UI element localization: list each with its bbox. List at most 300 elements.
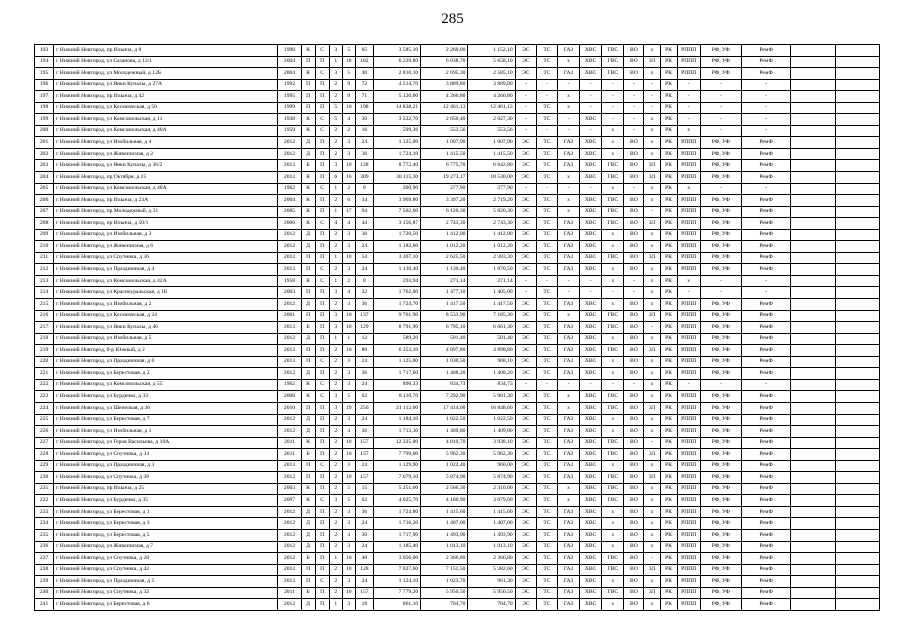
cell-utility-heat: ТС bbox=[536, 322, 557, 334]
cell-material: П bbox=[315, 206, 329, 218]
cell-floors: 3 bbox=[342, 241, 355, 253]
table-row bbox=[35, 576, 880, 588]
cell-apartments: 65 bbox=[355, 45, 373, 57]
cell-utility-chute: х bbox=[644, 599, 660, 611]
cell-utility-hot-water: ГВС bbox=[602, 391, 624, 403]
cell-floors: 10 bbox=[342, 437, 355, 449]
cell-fund-type: РФ, УФ bbox=[700, 587, 741, 599]
cell-living-area: 2 743,30 bbox=[421, 218, 468, 230]
cell-utility-gas: ГАЗ bbox=[557, 437, 579, 449]
cell-row-number: 201 bbox=[35, 137, 54, 149]
cell-floors: 10 bbox=[342, 322, 355, 334]
cell-cat: К bbox=[301, 172, 315, 184]
cell-cat: К bbox=[301, 206, 315, 218]
cell-fund-type: РФ, УФ bbox=[700, 252, 741, 264]
cell-roof-type: РК bbox=[660, 183, 677, 195]
table-row bbox=[35, 391, 880, 403]
cell-apartments: 128 bbox=[355, 160, 373, 172]
cell-utility-gas: ГАЗ bbox=[557, 564, 579, 576]
cell-entrances: 2 bbox=[329, 148, 342, 160]
cell-entrances: 1 bbox=[329, 206, 342, 218]
cell-year: 2012 bbox=[278, 472, 301, 484]
cell-utility-cold-water: ХВС bbox=[580, 576, 602, 588]
cell-utility-hot-water: х bbox=[602, 229, 624, 241]
cell-fund-type: РФ, УФ bbox=[700, 148, 741, 160]
cell-living-area: 1 415,60 bbox=[421, 506, 468, 518]
cell-blank-2 bbox=[835, 564, 879, 576]
cell-residential-area: 1 012,20 bbox=[468, 241, 515, 253]
cell-fund-type: РФ, УФ bbox=[700, 576, 741, 588]
cell-cat: К bbox=[301, 379, 315, 391]
cell-blank-1 bbox=[791, 68, 835, 80]
cell-cat: Д bbox=[301, 599, 315, 611]
cell-living-area: 3 889,80 bbox=[421, 79, 468, 91]
cell-utility-cold-water: ХВС bbox=[580, 241, 602, 253]
table-row bbox=[35, 587, 880, 599]
cell-cat: К bbox=[301, 495, 315, 507]
cell-utility-heat: ТС bbox=[536, 287, 557, 299]
cell-year: 2013 bbox=[278, 264, 301, 276]
cell-utility-sewage: ВО bbox=[624, 414, 644, 426]
cell-blank-2 bbox=[835, 264, 879, 276]
cell-floors: 3 bbox=[342, 379, 355, 391]
cell-material: С bbox=[315, 183, 329, 195]
cell-utility-hot-water: - bbox=[602, 91, 624, 103]
cell-address: г Нижний Новгород, ул Спутника, д 42 bbox=[54, 564, 278, 576]
cell-utility-hot-water: ГВС bbox=[602, 160, 624, 172]
cell-repair-fund: РемФ bbox=[742, 599, 791, 611]
cell-material: П bbox=[315, 437, 329, 449]
cell-utility-cold-water: ХВС bbox=[580, 229, 602, 241]
cell-material: П bbox=[315, 172, 329, 184]
cell-blank-2 bbox=[835, 114, 879, 126]
table-row bbox=[35, 125, 880, 137]
cell-utility-chute: х bbox=[644, 183, 660, 195]
cell-utility-sewage: ВО bbox=[624, 553, 644, 565]
cell-utility-sewage: ВО bbox=[624, 576, 644, 588]
cell-material: П bbox=[315, 472, 329, 484]
cell-blank-1 bbox=[791, 472, 835, 484]
cell-material: С bbox=[315, 576, 329, 588]
cell-blank-2 bbox=[835, 45, 879, 57]
cell-blank-1 bbox=[791, 460, 835, 472]
cell-blank-1 bbox=[791, 287, 835, 299]
cell-utility-electric: ЭС bbox=[515, 252, 536, 264]
cell-utility-electric: - bbox=[515, 114, 536, 126]
cell-blank-1 bbox=[791, 333, 835, 345]
table-row bbox=[35, 137, 880, 149]
cell-total-area: 1 130,40 bbox=[373, 264, 420, 276]
cell-roof-type: РК bbox=[660, 587, 677, 599]
cell-fund-type: РФ, УФ bbox=[700, 564, 741, 576]
cell-utility-hot-water: х bbox=[602, 426, 624, 438]
table-row bbox=[35, 599, 880, 611]
cell-apartments: 24 bbox=[355, 518, 373, 530]
cell-fund-type: РФ, УФ bbox=[700, 414, 741, 426]
cell-cat: Д bbox=[301, 148, 315, 160]
cell-utility-hot-water: ГВС bbox=[602, 587, 624, 599]
cell-utility-cold-water: ХВС bbox=[580, 529, 602, 541]
cell-utility-sewage: ВО bbox=[624, 437, 644, 449]
cell-utility-heat: ТС bbox=[536, 102, 557, 114]
cell-blank-2 bbox=[835, 460, 879, 472]
cell-material: С bbox=[315, 495, 329, 507]
cell-residential-area: 6 642,80 bbox=[468, 160, 515, 172]
cell-floors: 3 bbox=[342, 518, 355, 530]
cell-total-area: 1 124,10 bbox=[373, 576, 420, 588]
cell-utility-heat: ТС bbox=[536, 206, 557, 218]
cell-entrances: 1 bbox=[329, 183, 342, 195]
cell-utility-cold-water: ХВС bbox=[580, 518, 602, 530]
cell-apartments: 182 bbox=[355, 56, 373, 68]
cell-material: С bbox=[315, 218, 329, 230]
cell-residential-area: 1 409,80 bbox=[468, 426, 515, 438]
cell-utility-hot-water: ГВС bbox=[602, 322, 624, 334]
cell-address: г Нижний Новгород, ул Красноуральская, д 1Б bbox=[54, 287, 278, 299]
cell-material: П bbox=[315, 91, 329, 103]
cell-total-area: 9 761,90 bbox=[373, 310, 420, 322]
cell-material: П bbox=[315, 287, 329, 299]
cell-utility-gas: ГАЗ bbox=[557, 356, 579, 368]
cell-roof-type: РК bbox=[660, 91, 677, 103]
cell-utility-sewage: ВО bbox=[624, 518, 644, 530]
cell-residential-area: 5 962,30 bbox=[468, 449, 515, 461]
cell-utility-chute: - bbox=[644, 553, 660, 565]
cell-utility-sewage: - bbox=[624, 183, 644, 195]
cell-entrances: 2 bbox=[329, 379, 342, 391]
cell-repair-type: РППП bbox=[677, 564, 700, 576]
cell-material: П bbox=[315, 310, 329, 322]
cell-blank-1 bbox=[791, 483, 835, 495]
cell-row-number: 219 bbox=[35, 345, 54, 357]
cell-utility-chute: х bbox=[644, 506, 660, 518]
cell-utility-gas: - bbox=[557, 275, 579, 287]
cell-utility-hot-water: х bbox=[602, 264, 624, 276]
cell-total-area: 3 969,80 bbox=[373, 195, 420, 207]
table-row bbox=[35, 206, 880, 218]
cell-utility-electric: ЭС bbox=[515, 437, 536, 449]
cell-living-area: 277,90 bbox=[421, 183, 468, 195]
cell-utility-heat: ТС bbox=[536, 195, 557, 207]
cell-address: г Нижний Новгород, ул Спутника, д 34 bbox=[54, 449, 278, 461]
cell-utility-electric: ЭС bbox=[515, 506, 536, 518]
cell-utility-heat: - bbox=[536, 91, 557, 103]
cell-residential-area: 704,70 bbox=[468, 599, 515, 611]
cell-material: П bbox=[315, 541, 329, 553]
cell-material: П bbox=[315, 102, 329, 114]
cell-utility-electric: ЭС bbox=[515, 241, 536, 253]
cell-apartments: 24 bbox=[355, 541, 373, 553]
cell-total-area: 3 367,10 bbox=[373, 252, 420, 264]
cell-utility-sewage: ВО bbox=[624, 172, 644, 184]
cell-utility-cold-water: ХВС bbox=[580, 599, 602, 611]
cell-repair-fund: РемФ bbox=[742, 206, 791, 218]
cell-blank-2 bbox=[835, 333, 879, 345]
cell-living-area: 1 412,00 bbox=[421, 229, 468, 241]
cell-utility-hot-water: ГВС bbox=[602, 218, 624, 230]
cell-year: 2012 bbox=[278, 506, 301, 518]
cell-row-number: 222 bbox=[35, 379, 54, 391]
cell-cat: Д bbox=[301, 241, 315, 253]
cell-repair-fund: - bbox=[742, 125, 791, 137]
cell-living-area: 4 266,80 bbox=[421, 91, 468, 103]
cell-year: 2013 bbox=[278, 460, 301, 472]
cell-residential-area: 3 079,60 bbox=[468, 495, 515, 507]
cell-roof-type: РК bbox=[660, 449, 677, 461]
cell-utility-hot-water: х bbox=[602, 125, 624, 137]
cell-roof-type: РК bbox=[660, 414, 677, 426]
cell-year: 2012 bbox=[278, 252, 301, 264]
cell-utility-sewage: ВО bbox=[624, 426, 644, 438]
cell-year: 2012 bbox=[278, 172, 301, 184]
cell-utility-electric: ЭС bbox=[515, 541, 536, 553]
cell-utility-heat: ТС bbox=[536, 426, 557, 438]
cell-living-area: 12 461,13 bbox=[421, 102, 468, 114]
cell-fund-type: РФ, УФ bbox=[700, 310, 741, 322]
cell-utility-chute: ЗЛ bbox=[644, 449, 660, 461]
table-row bbox=[35, 402, 880, 414]
cell-roof-type: РК bbox=[660, 379, 677, 391]
cell-floors: 10 bbox=[342, 160, 355, 172]
cell-row-number: 206 bbox=[35, 195, 54, 207]
cell-utility-cold-water: ХВС bbox=[580, 114, 602, 126]
cell-roof-type: РК bbox=[660, 483, 677, 495]
cell-utility-gas: х bbox=[557, 102, 579, 114]
cell-cat: П bbox=[301, 287, 315, 299]
cell-utility-cold-water: - bbox=[580, 79, 602, 91]
cell-repair-type: РППП bbox=[677, 68, 700, 80]
cell-cat: Б bbox=[301, 449, 315, 461]
cell-living-area: 5 874,90 bbox=[421, 472, 468, 484]
cell-roof-type: РК bbox=[660, 56, 677, 68]
cell-address: г Нижний Новгород, ул Героя Васильева, д 10А bbox=[54, 437, 278, 449]
cell-repair-type: РППП bbox=[677, 437, 700, 449]
cell-entrances: 3 bbox=[329, 322, 342, 334]
cell-floors: 3 bbox=[342, 460, 355, 472]
cell-blank-2 bbox=[835, 529, 879, 541]
cell-apartments: 16 bbox=[355, 125, 373, 137]
cell-blank-1 bbox=[791, 576, 835, 588]
cell-roof-type: РК bbox=[660, 402, 677, 414]
cell-roof-type: РК bbox=[660, 241, 677, 253]
cell-floors: 3 bbox=[342, 576, 355, 588]
cell-apartments: 36 bbox=[355, 148, 373, 160]
table-row bbox=[35, 287, 880, 299]
cell-entrances: 2 bbox=[329, 437, 342, 449]
cell-row-number: 226 bbox=[35, 426, 54, 438]
cell-utility-hot-water: ГВС bbox=[602, 345, 624, 357]
cell-fund-type: РФ, УФ bbox=[700, 391, 741, 403]
cell-repair-fund: РемФ bbox=[742, 148, 791, 160]
cell-utility-hot-water: х bbox=[602, 576, 624, 588]
cell-utility-sewage: ВО bbox=[624, 599, 644, 611]
cell-total-area: 8 791,90 bbox=[373, 322, 420, 334]
cell-utility-heat: ТС bbox=[536, 229, 557, 241]
cell-utility-heat: ТС bbox=[536, 553, 557, 565]
cell-year: 2012 bbox=[278, 229, 301, 241]
cell-entrances: 2 bbox=[329, 345, 342, 357]
cell-roof-type: РК bbox=[660, 391, 677, 403]
cell-repair-fund: - bbox=[742, 183, 791, 195]
cell-utility-heat: ТС bbox=[536, 518, 557, 530]
cell-cat: Д bbox=[301, 426, 315, 438]
cell-material: П bbox=[315, 587, 329, 599]
cell-material: П bbox=[315, 402, 329, 414]
cell-address: г Нижний Новгород, ул Берестовая, д 6 bbox=[54, 599, 278, 611]
cell-floors: 17 bbox=[342, 206, 355, 218]
cell-entrances: 5 bbox=[329, 102, 342, 114]
cell-apartments: 157 bbox=[355, 437, 373, 449]
cell-year: 2012 bbox=[278, 299, 301, 311]
cell-utility-hot-water: ГВС bbox=[602, 437, 624, 449]
cell-blank-1 bbox=[791, 195, 835, 207]
cell-utility-sewage: ВО bbox=[624, 472, 644, 484]
cell-blank-1 bbox=[791, 241, 835, 253]
cell-residential-area: 2 719,20 bbox=[468, 195, 515, 207]
cell-utility-cold-water: ХВС bbox=[580, 449, 602, 461]
cell-fund-type: РФ, УФ bbox=[700, 553, 741, 565]
cell-utility-sewage: ВО bbox=[624, 264, 644, 276]
cell-repair-type: РППП bbox=[677, 195, 700, 207]
cell-utility-gas: х bbox=[557, 310, 579, 322]
cell-utility-cold-water: ХВС bbox=[580, 137, 602, 149]
table-row bbox=[35, 368, 880, 380]
cell-utility-gas: ГАЗ bbox=[557, 541, 579, 553]
cell-utility-heat: ТС bbox=[536, 218, 557, 230]
cell-fund-type: РФ, УФ bbox=[700, 426, 741, 438]
cell-year: 2010 bbox=[278, 402, 301, 414]
cell-utility-hot-water: ГВС bbox=[602, 172, 624, 184]
cell-apartments: 94 bbox=[355, 206, 373, 218]
cell-repair-fund: - bbox=[742, 114, 791, 126]
cell-total-area: 8 772,40 bbox=[373, 160, 420, 172]
cell-utility-sewage: - bbox=[624, 79, 644, 91]
cell-material: П bbox=[315, 518, 329, 530]
cell-roof-type: РК bbox=[660, 45, 677, 57]
cell-utility-hot-water: - bbox=[602, 102, 624, 114]
cell-utility-electric: ЭС bbox=[515, 414, 536, 426]
cell-floors: 6 bbox=[342, 195, 355, 207]
cell-fund-type: - bbox=[700, 91, 741, 103]
cell-blank-2 bbox=[835, 391, 879, 403]
housing-registry-table bbox=[34, 44, 880, 611]
cell-utility-heat: ТС bbox=[536, 391, 557, 403]
cell-roof-type: РК bbox=[660, 518, 677, 530]
cell-apartments: 129 bbox=[355, 322, 373, 334]
cell-utility-sewage: ВО bbox=[624, 45, 644, 57]
cell-total-area: 6 353,10 bbox=[373, 345, 420, 357]
cell-utility-chute: х bbox=[644, 518, 660, 530]
table-row bbox=[35, 437, 880, 449]
cell-residential-area: 277,90 bbox=[468, 183, 515, 195]
cell-utility-hot-water: х bbox=[602, 599, 624, 611]
cell-utility-gas: х bbox=[557, 195, 579, 207]
cell-repair-fund: РемФ bbox=[742, 414, 791, 426]
cell-entrances: 2 bbox=[329, 529, 342, 541]
cell-apartments: 128 bbox=[355, 564, 373, 576]
cell-total-area: 7 027,60 bbox=[373, 564, 420, 576]
cell-total-area: 1 720,50 bbox=[373, 229, 420, 241]
cell-living-area: 6 120,30 bbox=[421, 206, 468, 218]
cell-floors: 3 bbox=[342, 529, 355, 541]
cell-floors: 16 bbox=[342, 172, 355, 184]
cell-fund-type: РФ, УФ bbox=[700, 264, 741, 276]
cell-cat: К bbox=[301, 195, 315, 207]
cell-fund-type: РФ, УФ bbox=[700, 322, 741, 334]
cell-roof-type: РК bbox=[660, 426, 677, 438]
cell-total-area: 300,90 bbox=[373, 183, 420, 195]
cell-cat: К bbox=[301, 437, 315, 449]
cell-utility-sewage: - bbox=[624, 379, 644, 391]
cell-utility-gas: ГАЗ bbox=[557, 218, 579, 230]
cell-repair-type: РППП bbox=[677, 218, 700, 230]
cell-fund-type: - bbox=[700, 183, 741, 195]
cell-utility-chute: ЗЛ bbox=[644, 564, 660, 576]
cell-entrances: 4 bbox=[329, 218, 342, 230]
cell-roof-type: РК bbox=[660, 322, 677, 334]
cell-apartments: 24 bbox=[355, 137, 373, 149]
cell-utility-hot-water: ГВС bbox=[602, 252, 624, 264]
cell-utility-electric: ЭС bbox=[515, 368, 536, 380]
cell-utility-electric: - bbox=[515, 183, 536, 195]
cell-apartments: 157 bbox=[355, 472, 373, 484]
cell-row-number: 212 bbox=[35, 264, 54, 276]
cell-living-area: 553,56 bbox=[421, 125, 468, 137]
table-row bbox=[35, 252, 880, 264]
cell-utility-heat: ТС bbox=[536, 368, 557, 380]
cell-entrances: 2 bbox=[329, 460, 342, 472]
table-row bbox=[35, 333, 880, 345]
cell-utility-chute: - bbox=[644, 91, 660, 103]
cell-entrances: 6 bbox=[329, 172, 342, 184]
cell-utility-chute: х bbox=[644, 379, 660, 391]
cell-utility-sewage: ВО bbox=[624, 564, 644, 576]
cell-repair-type: РППП bbox=[677, 541, 700, 553]
cell-utility-hot-water: ГВС bbox=[602, 449, 624, 461]
cell-utility-sewage: ВО bbox=[624, 310, 644, 322]
cell-blank-1 bbox=[791, 414, 835, 426]
cell-utility-electric: ЭС bbox=[515, 333, 536, 345]
cell-row-number: 195 bbox=[35, 68, 54, 80]
cell-entrances: 2 bbox=[329, 564, 342, 576]
cell-address: г Нижний Новгород, пр Ильича, д 25 bbox=[54, 483, 278, 495]
cell-repair-fund: РемФ bbox=[742, 460, 791, 472]
cell-address: г Нижний Новгород, ул Янки Купалы, д 46 bbox=[54, 322, 278, 334]
table-row bbox=[35, 172, 880, 184]
cell-utility-heat: ТС bbox=[536, 56, 557, 68]
cell-living-area: 4 897,80 bbox=[421, 345, 468, 357]
cell-residential-area: 4 898,80 bbox=[468, 345, 515, 357]
cell-entrances: 1 bbox=[329, 333, 342, 345]
cell-residential-area: 1 007,90 bbox=[468, 137, 515, 149]
cell-row-number: 232 bbox=[35, 495, 54, 507]
cell-utility-hot-water: х bbox=[602, 506, 624, 518]
cell-utility-gas: х bbox=[557, 56, 579, 68]
cell-utility-hot-water: ГВС bbox=[602, 310, 624, 322]
cell-utility-electric: ЭС bbox=[515, 218, 536, 230]
cell-utility-cold-water: ХВС bbox=[580, 426, 602, 438]
cell-utility-hot-water: - bbox=[602, 379, 624, 391]
cell-year: 2001 bbox=[278, 310, 301, 322]
cell-fund-type: РФ, УФ bbox=[700, 333, 741, 345]
cell-utility-chute: х bbox=[644, 333, 660, 345]
cell-utility-electric: ЭС bbox=[515, 310, 536, 322]
cell-living-area: 1 030,50 bbox=[421, 356, 468, 368]
cell-blank-1 bbox=[791, 56, 835, 68]
cell-entrances: 1 bbox=[329, 599, 342, 611]
cell-cat: К bbox=[301, 275, 315, 287]
cell-year: 2012 bbox=[278, 368, 301, 380]
